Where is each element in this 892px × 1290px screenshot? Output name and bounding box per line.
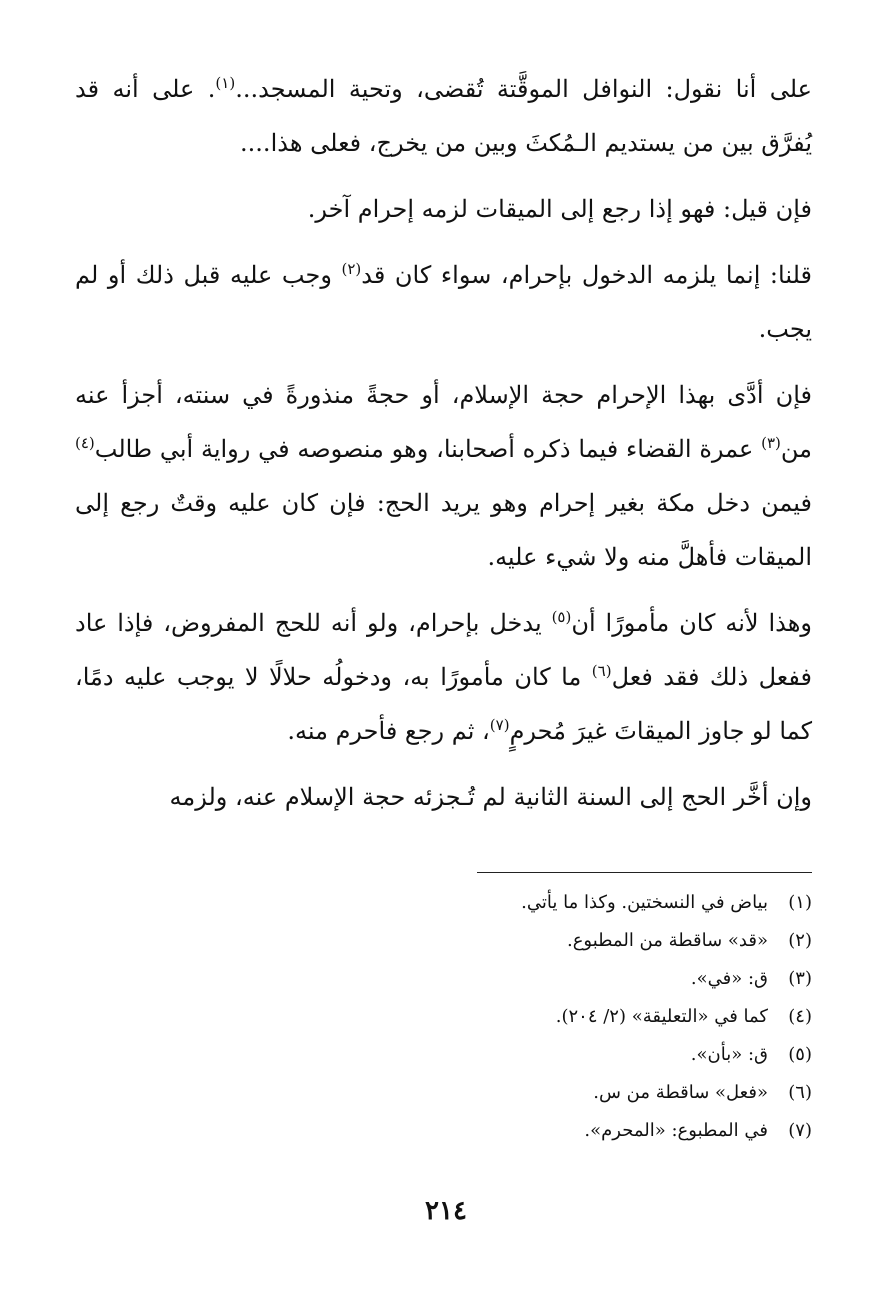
paragraph-2 xyxy=(75,182,812,236)
paragraph-text: فإن قيل: فهو إذا رجع إلى الميقات لزمه إحرام آخر. xyxy=(307,195,812,223)
footnote-1 xyxy=(75,884,812,922)
footnote-text: في المطبوع: «المحرم». xyxy=(584,1120,768,1141)
footnote-text: «قد» ساقطة من المطبوع. xyxy=(566,930,768,951)
page-number: ٢١٤ xyxy=(425,1196,467,1226)
footnote-number: (٧) xyxy=(788,1120,812,1141)
footnote-divider xyxy=(477,872,812,873)
paragraph-text: قلنا: إنما يلزمه الدخول بإحرام، سواء كان قد xyxy=(361,261,812,289)
paragraph-text: فإن أدَّى بهذا الإحرام حجة الإسلام، أو حجةً منذورةً في سنته، أجزأ عنه من xyxy=(75,381,812,463)
footnote-ref-2[interactable]: (٢) xyxy=(341,260,362,278)
footnote-3 xyxy=(75,960,812,998)
paragraph-5 xyxy=(75,596,812,758)
footnotes-list xyxy=(75,884,812,1150)
paragraph-text: ما كان مأمورًا به، ودخولُه حلالًا لا يوجب عليه دمًا، كما لو جاوز الميقاتَ غيرَ مُحرمٍ xyxy=(75,663,812,745)
footnote-4 xyxy=(75,998,812,1036)
footnote-2 xyxy=(75,922,812,960)
footnote-7 xyxy=(75,1112,812,1150)
footnote-5 xyxy=(75,1036,812,1074)
footnote-text: «فعل» ساقطة من س. xyxy=(593,1082,768,1103)
footnote-number: (١) xyxy=(788,892,812,913)
paragraph-3 xyxy=(75,248,812,356)
footnote-number: (٦) xyxy=(788,1082,812,1103)
paragraph-text: يدخل بإحرام، ولو أنه للحج المفروض، فإذا عاد ففعل ذلك فقد فعل xyxy=(75,609,812,691)
paragraph-text: . على أنه قد يُفرَّق بين من يستديم الـمُكثَ وبين من يخرج، فعلى هذا.... xyxy=(75,75,812,157)
paragraph-text: وإن أخَّر الحج إلى السنة الثانية لم تُـجزئه حجة الإسلام عنه، ولزمه xyxy=(169,783,812,811)
main-text xyxy=(75,62,812,836)
footnote-ref-5[interactable]: (٥) xyxy=(551,608,572,626)
footnote-text: بياض في النسختين. وكذا ما يأتي. xyxy=(521,892,768,913)
paragraph-4 xyxy=(75,368,812,584)
paragraph-text: وجب عليه قبل ذلك أو لم يجب. xyxy=(75,261,812,343)
paragraph-text: عمرة القضاء فيما ذكره أصحابنا، وهو منصوصه في رواية أبي طالب xyxy=(94,435,762,463)
footnote-number: (٣) xyxy=(788,968,812,989)
footnote-ref-3[interactable]: (٣) xyxy=(761,434,781,452)
footnote-number: (٤) xyxy=(788,1006,812,1027)
footnote-text: ق: «في». xyxy=(690,968,768,989)
footnote-number: (٥) xyxy=(788,1044,812,1065)
footnote-text: ق: «بأن». xyxy=(690,1044,768,1065)
footnote-6 xyxy=(75,1074,812,1112)
paragraph-text: وهذا لأنه كان مأمورًا أن xyxy=(571,609,812,637)
paragraph-1 xyxy=(75,62,812,170)
footnote-text: كما في «التعليقة» (٢/ ٢٠٤). xyxy=(555,1006,768,1027)
footnote-ref-7[interactable]: (٧) xyxy=(489,716,510,734)
footnote-ref-1[interactable]: (١) xyxy=(215,74,236,92)
paragraph-text: ، ثم رجع فأحرم منه. xyxy=(287,717,490,745)
footnote-number: (٢) xyxy=(788,930,812,951)
footnote-ref-6[interactable]: (٦) xyxy=(591,662,612,680)
paragraph-6 xyxy=(75,770,812,824)
footnote-ref-4[interactable]: (٤) xyxy=(75,434,95,452)
paragraph-text: على أنا نقول: النوافل الموقَّتة تُقضى، وتحية المسجد... xyxy=(235,75,813,103)
paragraph-text: فيمن دخل مكة بغير إحرام وهو يريد الحج: فإن كان عليه وقتٌ رجع إلى الميقات فأهلَّ منه ولا شيء عليه. xyxy=(75,489,812,571)
